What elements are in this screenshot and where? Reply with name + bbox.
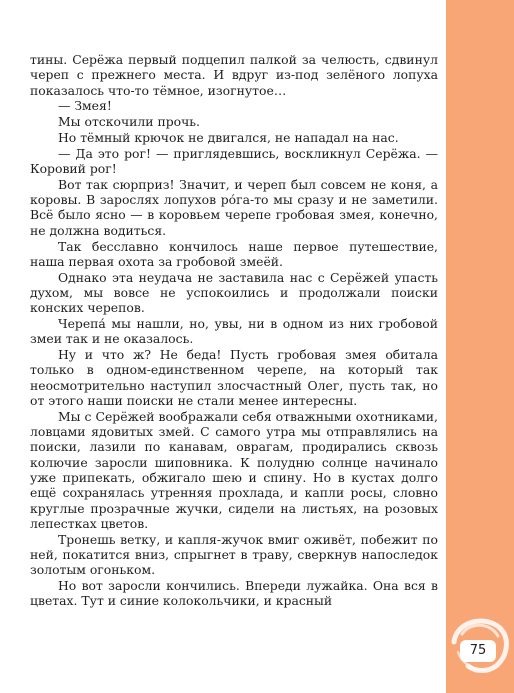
paragraph: — Да это рог! — приглядевшись, воскликнул Серёжа. — Коровий рог! bbox=[30, 145, 438, 177]
paragraph: — Змея! bbox=[58, 98, 112, 114]
paragraph: Но вот заросли кончились. Впереди лужайка. Она вся в цветах. Тут и синие колокольчики, и красный bbox=[30, 578, 438, 609]
paragraph: Так бесславно кончилось наше первое путешествие, наша первая охота за гробовой змеёй. bbox=[30, 238, 438, 269]
paragraph: Тронешь ветку, и капля-жучок вмиг оживёт, побежит по ней, покатится вниз, спрыгнет в траву, сверкнув напоследок золотым огоньком. bbox=[30, 531, 438, 578]
page-side-band bbox=[446, 0, 514, 693]
paragraph: Однако эта неудача не заставила нас с Серёжей упасть духом, мы вовсе не успокоились и продолжали поиски конских черепов. bbox=[30, 269, 438, 316]
story-text bbox=[30, 52, 438, 609]
paragraph: Ну и что ж? Не беда! Пусть гробовая змея обитала только в одном-единственном черепе, на который так неосмотрительно наступил злосчастный Олег, пусть так, но от этого наши поиски не стали менее интересны. bbox=[30, 347, 438, 409]
page-number: 75 bbox=[460, 640, 496, 662]
paragraph: тины. Серёжа первый подцепил палкой за челюсть, сдвинул череп с прежнего места. И вдруг из-под зелёного лопуха показалось что-то тёмное, изогнутое… bbox=[30, 52, 438, 98]
paragraph: Черепа́ мы нашли, но, увы, ни в одном из них гробовой змеи так и не оказалось. bbox=[30, 316, 438, 347]
paragraph: Но тёмный крючок не двигался, не нападал на нас. bbox=[58, 129, 399, 145]
paragraph: Мы отскочили прочь. bbox=[58, 114, 200, 130]
paragraph: Вот так сюрприз! Значит, и череп был совсем не коня, а коровы. В зарослях лопухов ро́га-то мы сразу и не заметили. Всё было ясно — в коровьем черепе гробовая змея, конечно, не должна водиться. bbox=[30, 176, 438, 238]
paragraph: Мы с Серёжей воображали себя отважными охотниками, ловцами ядовитых змей. С самого утра мы отправлялись на поиски, лазили по канавам, оврагам, продирались сквозь колючие заросли шиповника. К полудню солнце начинало уже припекать, обжигало шею и спину. Но в кустах долго ещё сохранялась утренняя прохлада, и капли росы, словно круглые прозрачные жучки, сидели на листьях, на розовых лепестках цветов. bbox=[30, 408, 438, 531]
